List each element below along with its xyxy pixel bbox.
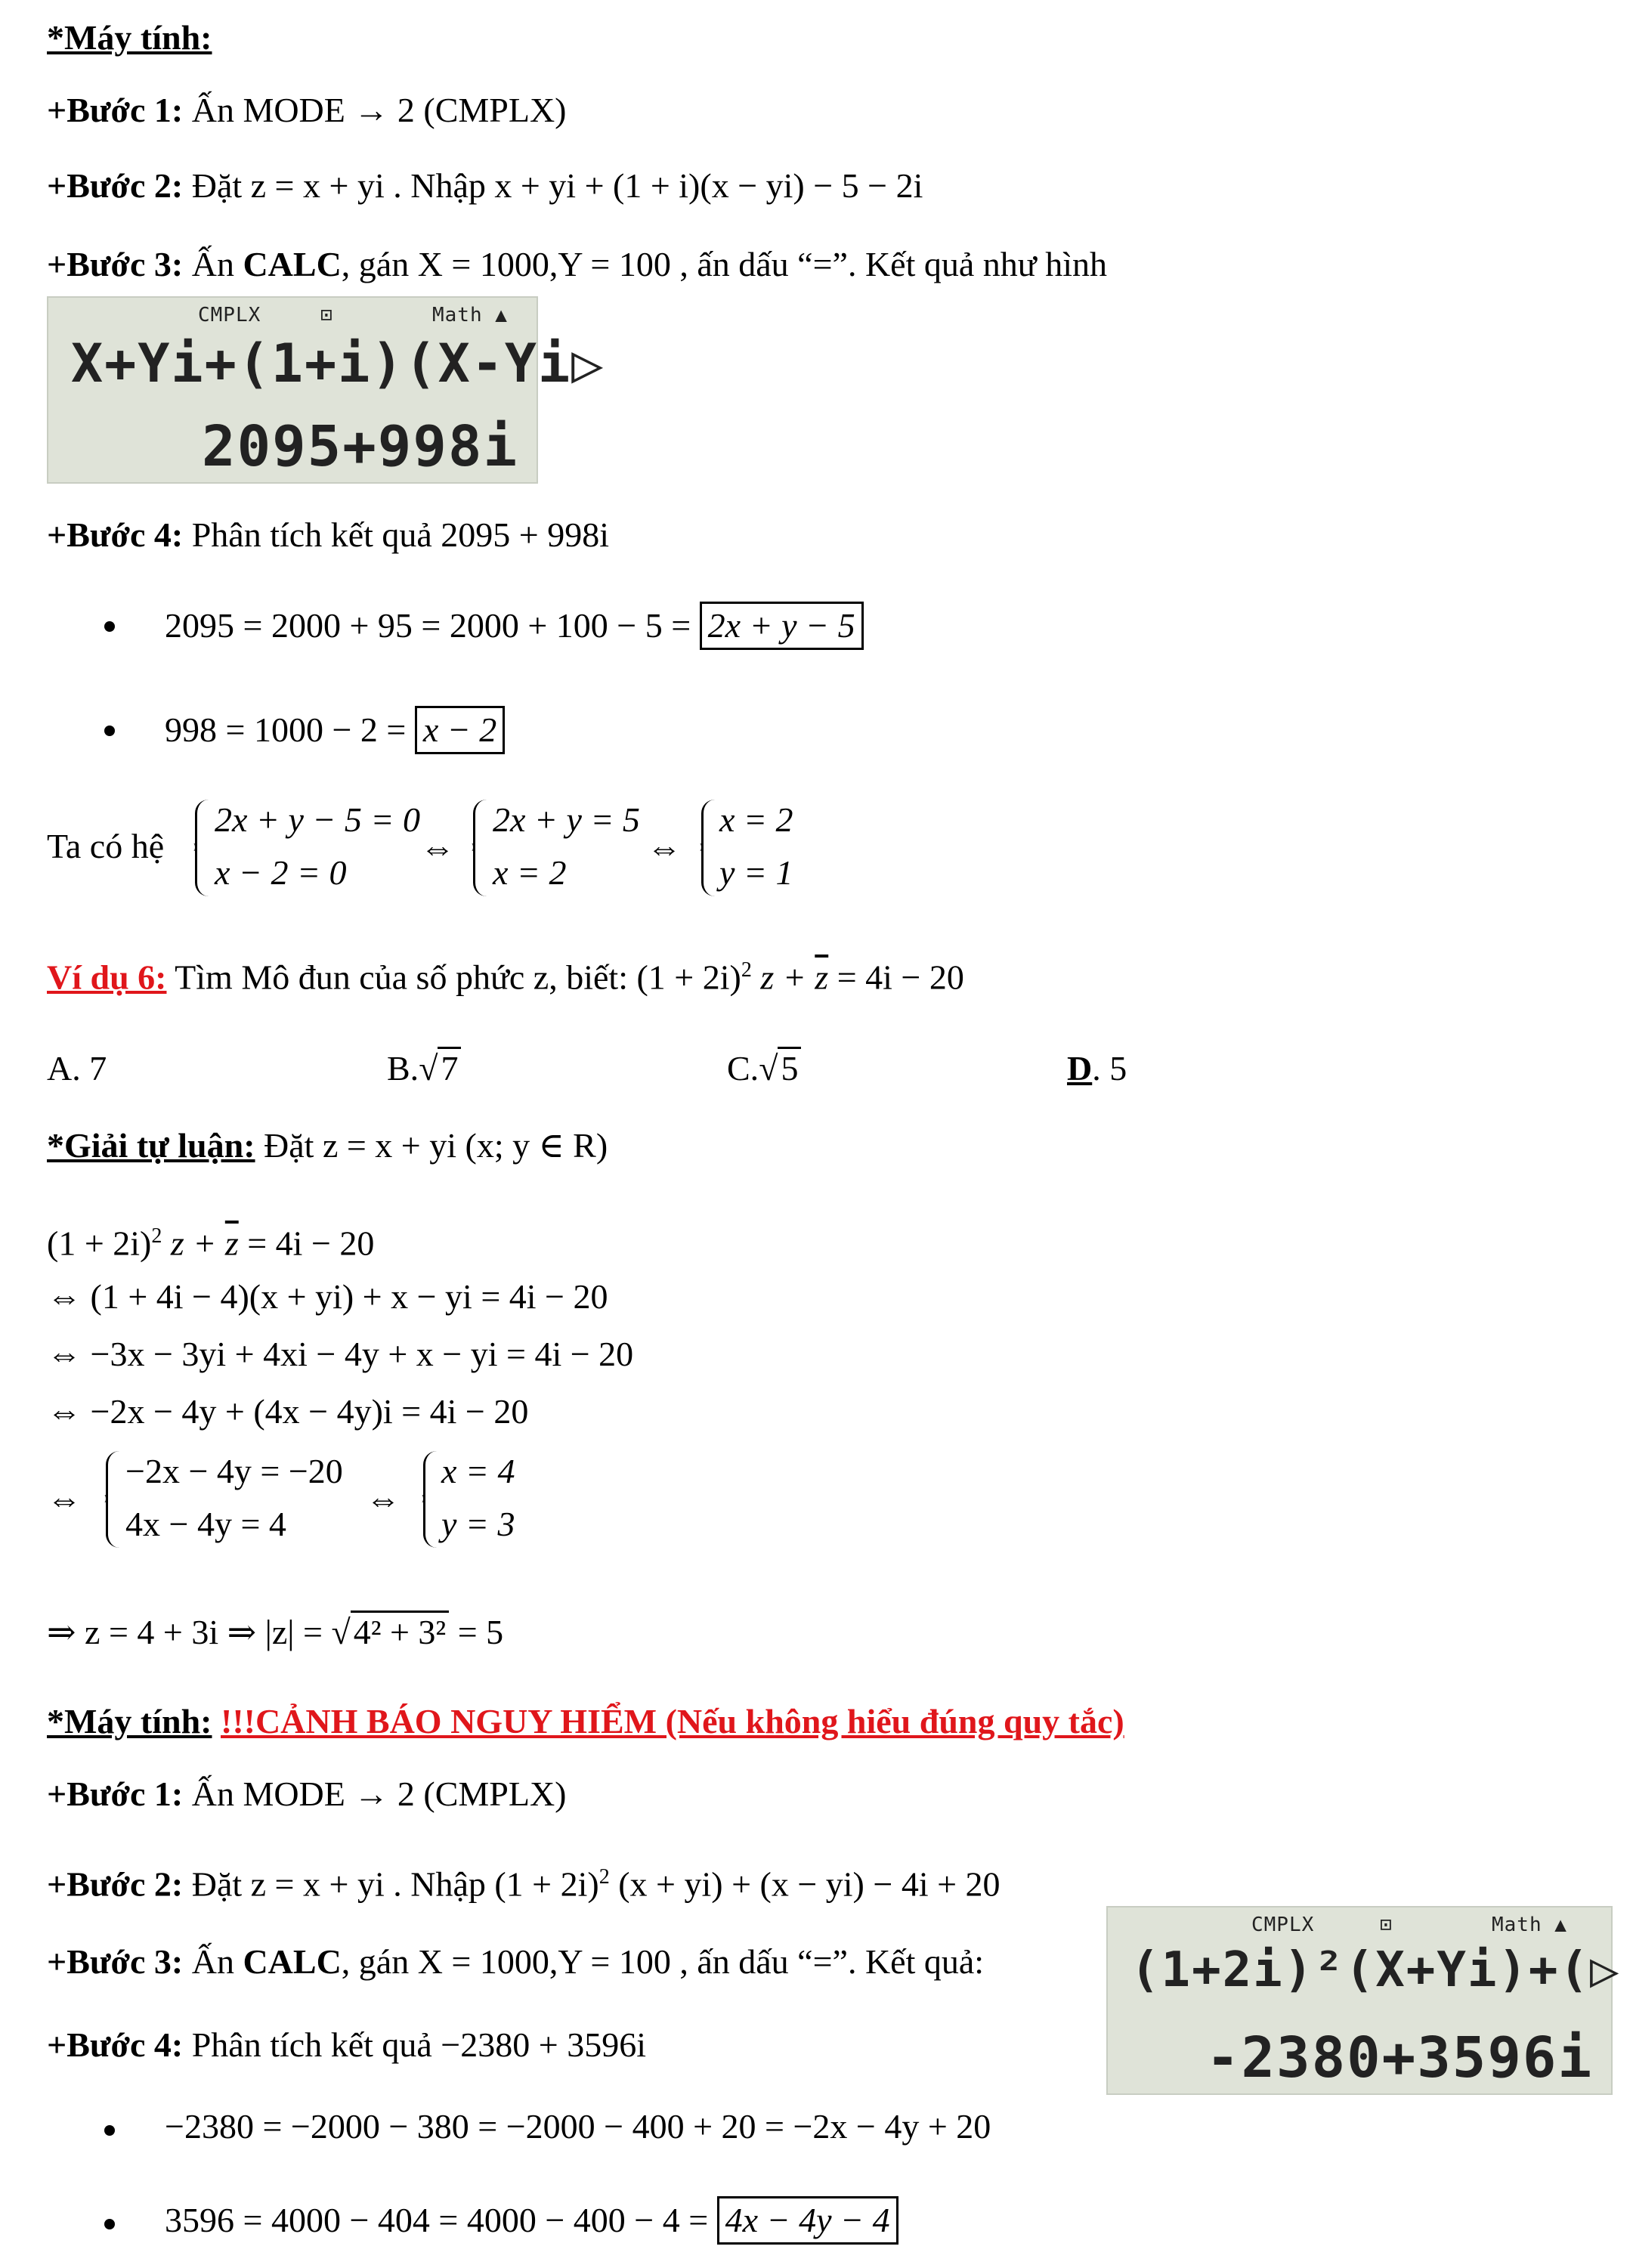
brace-icon xyxy=(423,1451,442,1548)
choice-d xyxy=(1067,1047,1127,1090)
sqrt-icon: √ xyxy=(759,1049,778,1088)
exponent: 2 xyxy=(741,958,752,982)
choice-c xyxy=(727,1047,801,1090)
radicand: 4² + 3² xyxy=(351,1610,450,1651)
example-text: = 4i − 20 xyxy=(828,958,964,997)
example-text: Tìm Mô đun của số phức z, biết: (1 + 2i) xyxy=(166,958,741,997)
step-4 xyxy=(47,2024,646,2066)
solution-label: *Giải tự luận: xyxy=(47,1126,255,1165)
brace-icon xyxy=(106,1451,125,1548)
step-text: , gán X = 1000,Y = 100 , ấn dấu “=”. Kết quả: xyxy=(341,1942,985,1981)
equivalence-symbol: ⇔ xyxy=(420,828,455,867)
calculator-screen xyxy=(47,296,605,484)
calc-key: CALC xyxy=(243,245,342,283)
example-text: z + xyxy=(751,958,815,997)
example-label: Ví dụ 6: xyxy=(47,958,167,997)
section-heading: *Máy tính: xyxy=(47,18,212,57)
step-label: +Bước 4: xyxy=(47,515,184,554)
radicand: 7 xyxy=(438,1047,461,1088)
choice-letter: D xyxy=(1067,1049,1093,1088)
equation: x = 2 xyxy=(719,800,793,839)
step-1 xyxy=(47,1773,567,1815)
exponent: 2 xyxy=(598,1865,610,1889)
example-6-prompt xyxy=(47,949,964,998)
equation: 2x + y − 5 = 0 xyxy=(215,800,420,839)
equation: x = 2 xyxy=(493,853,567,892)
step-label: +Bước 3: xyxy=(47,1942,184,1981)
bullet-text: 998 = 1000 − 2 = xyxy=(165,710,415,749)
bullet-icon xyxy=(104,2219,115,2229)
calc-indicator-icon: ⊡ xyxy=(320,304,333,326)
solution-heading xyxy=(47,1125,608,1167)
step-text: Phân tích kết quả −2380 + 3596i xyxy=(183,2025,646,2064)
equation-part: = 4i − 20 xyxy=(238,1224,375,1263)
choice-b xyxy=(387,1047,461,1090)
boxed-expression: 4x − 4y − 4 xyxy=(717,2196,898,2245)
calc-result: -2380+3596i xyxy=(1205,2025,1593,2090)
equation: −2x − 4y = −20 xyxy=(125,1452,343,1490)
equation-system xyxy=(719,794,793,899)
equation-system xyxy=(441,1445,515,1551)
step-label: +Bước 2: xyxy=(47,1864,184,1904)
step-label: +Bước 3: xyxy=(47,245,184,283)
brace-icon xyxy=(195,800,214,896)
step-2 xyxy=(47,1856,1001,1905)
bullet-text: 3596 = 4000 − 404 = 4000 − 400 − 4 = xyxy=(165,2201,717,2239)
equation-line xyxy=(47,1215,374,1264)
step-1 xyxy=(47,89,567,132)
equivalence-symbol: ⇔ xyxy=(47,1480,82,1518)
calc-mode-indicator: CMPLX xyxy=(198,304,261,326)
equation-line: ⇔ (1 + 4i − 4)(x + yi) + x − yi = 4i − 20 xyxy=(47,1277,608,1316)
conjugate-z: $\overline{z}$ xyxy=(224,1224,239,1263)
bullet-item xyxy=(165,602,864,650)
equation: 4x − 4y = 4 xyxy=(125,1505,286,1543)
bullet-item xyxy=(165,2196,898,2245)
calc-math-indicator: Math ▲ xyxy=(1492,1914,1567,1936)
brace-icon xyxy=(701,800,720,896)
choice-letter: C. xyxy=(727,1049,759,1088)
section-heading: *Máy tính: xyxy=(47,1702,212,1740)
radicand: 5 xyxy=(778,1047,801,1088)
step-3 xyxy=(47,243,1107,286)
bullet-item xyxy=(165,706,505,754)
step-text: Phân tích kết quả 2095 + 998i xyxy=(183,515,610,554)
bullet-icon xyxy=(104,726,115,736)
calculator-screen xyxy=(1106,1906,1621,2095)
final-part: ⇒ z = 4 + 3i ⇒ |z| = √ xyxy=(47,1613,351,1651)
boxed-expression: x − 2 xyxy=(415,706,505,754)
step-label: +Bước 4: xyxy=(47,2025,184,2064)
step-text: Đặt z = x + yi . Nhập (1 + 2i) xyxy=(183,1864,599,1904)
calc-result: 2095+998i xyxy=(202,414,518,479)
calc-indicator-icon: ⊡ xyxy=(1380,1914,1393,1936)
equation-line: ⇔ −2x − 4y + (4x − 4y)i = 4i − 20 xyxy=(47,1392,529,1431)
bullet-icon xyxy=(104,2125,115,2136)
step-text: Ấn MODE → 2 (CMPLX) xyxy=(183,1774,567,1813)
equivalence-symbol: ⇔ xyxy=(366,1480,401,1518)
step-label: +Bước 1: xyxy=(47,1774,184,1813)
equation: y = 1 xyxy=(719,853,793,892)
exponent: 2 xyxy=(151,1224,162,1248)
step-text: Ấn MODE → 2 (CMPLX) xyxy=(183,91,567,129)
equation: y = 3 xyxy=(441,1505,515,1543)
calc-expression: (1+2i)²(X+Yi)+(▷ xyxy=(1130,1942,1621,1998)
step-text: (x + yi) + (x − yi) − 4i + 20 xyxy=(609,1864,1001,1904)
step-label: +Bước 1: xyxy=(47,91,184,129)
final-part: = 5 xyxy=(449,1613,504,1651)
system-label: Ta có hệ xyxy=(47,827,165,865)
calc-key: CALC xyxy=(243,1942,342,1981)
final-answer xyxy=(47,1611,503,1654)
step-text: Đặt z = x + yi . Nhập x + yi + (1 + i)(x − yi) − 5 − 2i xyxy=(183,166,923,205)
equation-line: ⇔ −3x − 3yi + 4xi − 4y + x − yi = 4i − 20 xyxy=(47,1335,634,1373)
warning-text: !!!CẢNH BÁO NGUY HIỂM (Nếu không hiểu đúng quy tắc) xyxy=(221,1702,1124,1740)
step-label: +Bước 2: xyxy=(47,166,184,205)
bullet-icon xyxy=(104,621,115,632)
boxed-expression: 2x + y − 5 xyxy=(700,602,864,650)
bullet-item: −2380 = −2000 − 380 = −2000 − 400 + 20 = −2x − 4y + 20 xyxy=(165,2107,991,2146)
bullet-text: 2095 = 2000 + 95 = 2000 + 100 − 5 = xyxy=(165,606,700,645)
conjugate-z: $\overline{z}$ xyxy=(815,958,829,997)
calc-mode-indicator: CMPLX xyxy=(1251,1914,1315,1936)
solution-text: Đặt z = x + yi (x; y ∈ R) xyxy=(255,1126,608,1165)
choice-value: . 5 xyxy=(1092,1049,1127,1088)
step-3 xyxy=(47,1941,984,1983)
equation: 2x + y = 5 xyxy=(493,800,640,839)
brace-icon xyxy=(473,800,492,896)
step-text: , gán X = 1000,Y = 100 , ấn dấu “=”. Kết quả như hình xyxy=(341,245,1107,283)
equation: x − 2 = 0 xyxy=(215,853,347,892)
calc-math-indicator: Math ▲ xyxy=(432,304,508,326)
warning-heading xyxy=(47,1700,1124,1743)
step-4 xyxy=(47,514,609,556)
step-text: Ấn xyxy=(183,245,243,283)
equation-system xyxy=(125,1445,343,1551)
equation-part: (1 + 2i) xyxy=(47,1224,152,1263)
step-2 xyxy=(47,165,923,207)
sqrt-icon: √ xyxy=(419,1049,438,1088)
calc-expression: X+Yi+(1+i)(X-Yi▷ xyxy=(71,333,605,395)
equation-system xyxy=(493,794,640,899)
equivalence-symbol: ⇔ xyxy=(647,828,682,867)
choice-letter: B. xyxy=(387,1049,419,1088)
equation-system xyxy=(215,794,420,899)
step-text: Ấn xyxy=(183,1942,243,1981)
equation-part: z + xyxy=(162,1224,225,1263)
choice-a: A. 7 xyxy=(47,1049,107,1088)
equation: x = 4 xyxy=(441,1452,515,1490)
